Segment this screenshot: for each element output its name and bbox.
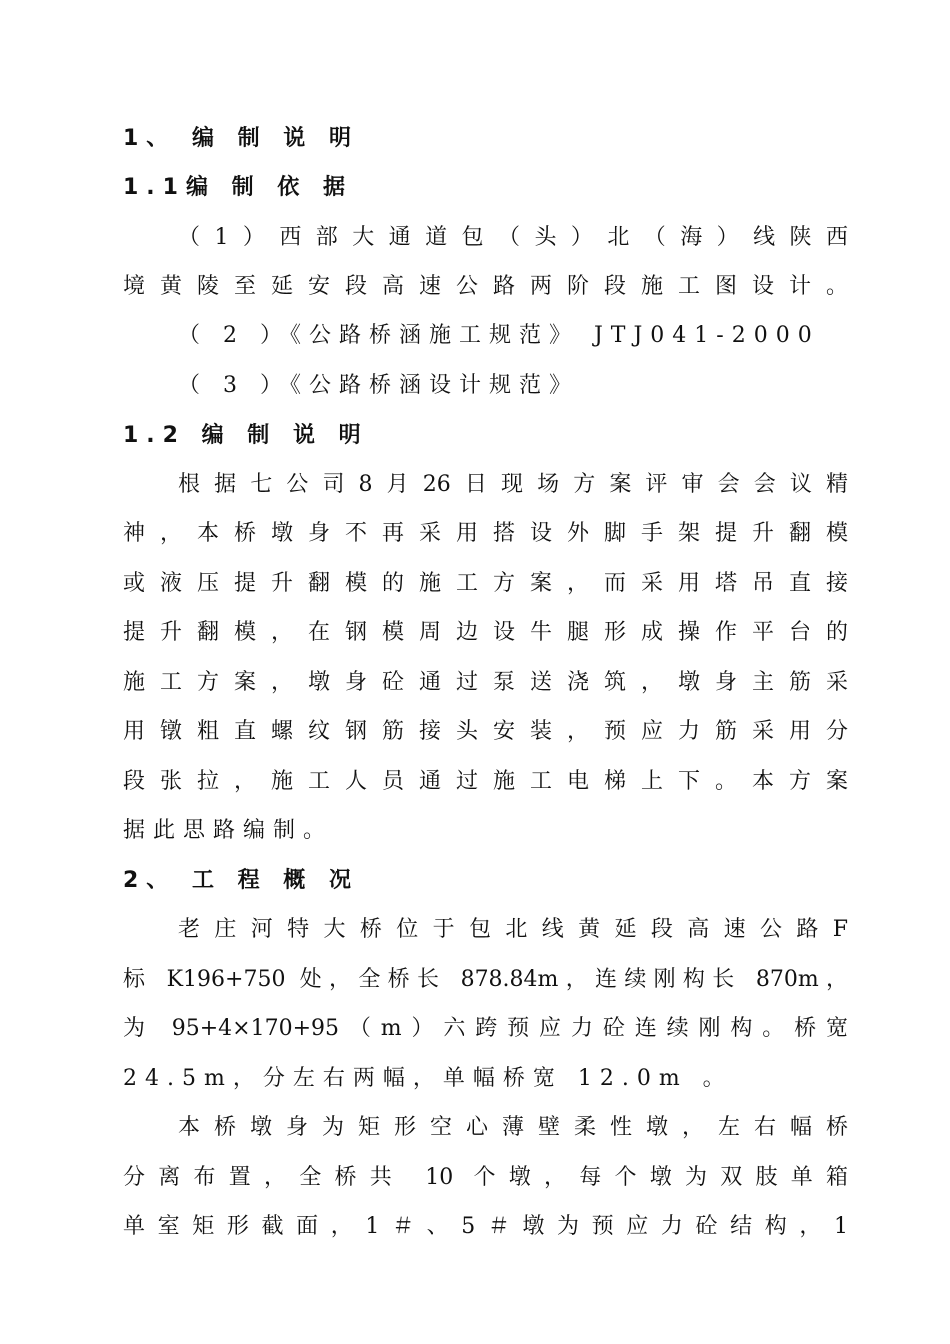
paragraph-line: 据此思路编制。 [123, 818, 334, 843]
paragraph-line: 分离布置，全桥共 10 个墩，每个墩为双肢单箱 [123, 1165, 848, 1190]
paragraph-line: 根据七公司8月26日现场方案评审会会议精 [178, 472, 848, 497]
paragraph-line: （1）西部大通道包（头）北（海）线陕西 [178, 225, 848, 250]
paragraph-line: 为 95+4×170+95（m）六跨预应力砼连续刚构。桥宽 [123, 1016, 848, 1041]
paragraph-line: 本桥墩身为矩形空心薄壁柔性墩，左右幅桥 [178, 1115, 848, 1140]
paragraph-line: 段张拉，施工人员通过施工电梯上下。本方案 [123, 769, 848, 794]
paragraph-line: 标 K196+750 处，全桥长 878.84m，连续刚构长 870m， [123, 967, 848, 992]
paragraph-line: 境黄陵至延安段高速公路两阶段施工图设计。 [123, 274, 848, 299]
paragraph-line: （ 2 ）《公路桥涵施工规范》 JTJ041-2000 [178, 323, 820, 348]
paragraph-line: 24.5m，分左右两幅，单幅桥宽 12.0m 。 [123, 1066, 733, 1091]
paragraph-line: 单室矩形截面，1＃、5＃墩为预应力砼结构，1 [123, 1214, 848, 1239]
section-1-2-heading: 1.2 编 制 说 明 [123, 423, 369, 448]
paragraph-line: 或液压提升翻模的施工方案，而采用塔吊直接 [123, 571, 848, 596]
paragraph-line: 神，本桥墩身不再采用搭设外脚手架提升翻模 [123, 521, 848, 546]
paragraph-line: 老庄河特大桥位于包北线黄延段高速公路F [178, 917, 848, 942]
paragraph-line: （ 3 ）《公路桥涵设计规范》 [178, 373, 579, 398]
paragraph-line: 提升翻模，在钢模周边设牛腿形成操作平台的 [123, 620, 848, 645]
section-2-heading: 2、 工 程 概 况 [123, 868, 359, 893]
paragraph-line: 施工方案，墩身砼通过泵送浇筑，墩身主筋采 [123, 670, 848, 695]
paragraph-line: 用镦粗直螺纹钢筋接头安装，预应力筋采用分 [123, 719, 848, 744]
section-1-1-heading: 1.1编 制 依 据 [123, 175, 353, 200]
section-1-heading: 1、 编 制 说 明 [123, 126, 359, 151]
